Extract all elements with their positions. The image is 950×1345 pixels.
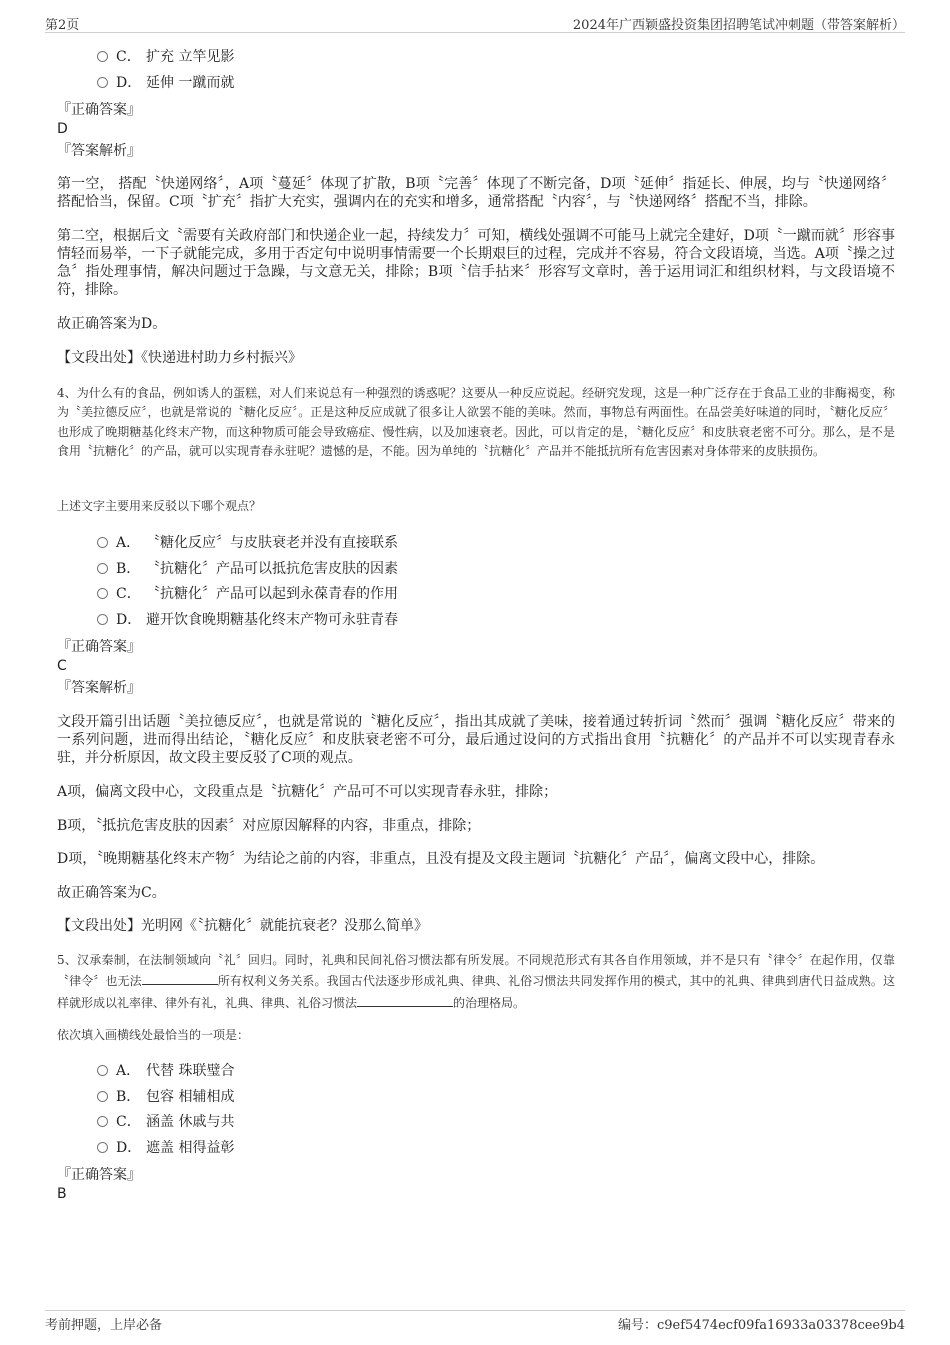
q4-conclusion: 故正确答案为C。 <box>57 885 166 901</box>
fill-blank-1[interactable] <box>142 970 218 985</box>
q4-option-b[interactable]: B． 〝抗糖化〞产品可以抵抗危害皮肤的因素 <box>97 559 398 579</box>
q4-stem: 4、为什么有的食品，例如诱人的蛋糕，对人们来说总有一种强烈的诱惑呢？这要从一种反应说起。经研究发现，这是一种广泛存在于食品工业的非酶褐变，称为〝美拉德反应〞，也就是常说的〝糖化反应〞。正是这种反应成就了很多让人欲罢不能的美味。然而，事物总有两面性。在品尝美好味道的同时，〝糖化反应〞也形成了晚期糖基化终末产物，而这种物质可能会导致癌症、慢性病，以及加速衰老。因此，可以肯定的是，〝糖化反应〞和皮肤衰老密不可分。那么，是不是食用〝抗糖化〞的产品，就可以实现青春永驻呢？遗憾的是，不能。因为单纯的〝抗糖化〞产品并不能抵抗所有危害因素对身体带来的皮肤损伤。 <box>57 386 895 458</box>
page-header <box>45 12 905 33</box>
q5-option-d[interactable]: D． 遮盖 相得益彰 <box>97 1138 234 1158</box>
radio-icon[interactable] <box>97 1091 108 1102</box>
radio-icon[interactable] <box>97 51 108 62</box>
radio-icon[interactable] <box>97 1142 108 1153</box>
q4-analysis-label: 『答案解析』 <box>57 680 141 696</box>
fill-blank-2[interactable] <box>357 992 453 1007</box>
q3-analysis-label: 『答案解析』 <box>57 143 141 159</box>
q3-analysis-paragraph: 第一空， 搭配〝快递网络〞，A项〝蔓延〞体现了扩散，B项〝完善〞体现了不断完备，D项〝延伸〞指延长、伸展，均与〝快递网络〞搭配恰当，保留。C项〝扩充〞指扩大充实，强调内在的充实和增多，通常搭配〝内容〞，与〝快递网络〞搭配不当，排除。 <box>57 176 895 210</box>
q3-conclusion: 故正确答案为D。 <box>57 316 167 332</box>
q4-option-d[interactable]: D． 避开饮食晚期糖基化终末产物可永驻青春 <box>97 610 398 630</box>
q3-analysis-paragraph: 第二空，根据后文〝需要有关政府部门和快递企业一起，持续发力〞可知，横线处强调不可能马上就完全建好，D项〝一蹴而就〞形容事情轻而易举，一下子就能完成，多用于否定句中说明事情需要一个长期艰巨的过程，完成并不容易，符合文段语境，当选。A项〝操之过急〞指处理事情，解决问题过于急躁，与文意无关，排除；B项〝信手拈来〞形容写文章时，善于运用词汇和组织材料，与文段语境不符，排除。 <box>57 228 895 298</box>
q4-option-a[interactable]: A． 〝糖化反应〞与皮肤衰老并没有直接联系 <box>97 533 398 553</box>
radio-icon[interactable] <box>97 563 108 574</box>
q3-option-d[interactable]: D． 延伸 一蹴而就 <box>97 73 234 93</box>
q5-stem: 5、汉承秦制，在法制领域向〝礼〞回归。同时，礼典和民间礼俗习惯法都有所发展。不同规范形式有其各自作用领域，并不是只有〝律令〞在起作用，仅靠〝律令〞也无法 所有权利义务关系。我国古代法逐步形成礼典、律典、礼俗习惯法共同发挥作用的模式，其中的礼典、律典到唐代日益成熟。这样就形成以礼率律、律外有礼，礼典、律典、礼俗习惯法 的治理格局。 <box>57 953 895 1010</box>
radio-icon[interactable] <box>97 1116 108 1127</box>
q4-analysis-d: D项，〝晚期糖基化终末产物〞为结论之前的内容，非重点，且没有提及文段主题词〝抗糖化〞产品〞，偏离文段中心，排除。 <box>57 851 825 867</box>
q5-prompt: 依次填入画横线处最恰当的一项是： <box>57 1028 250 1042</box>
document-code: 编号：c9ef5474ecf09fa16933a03378cee9b4 <box>617 1318 905 1333</box>
radio-icon[interactable] <box>97 588 108 599</box>
q4-answer: C <box>57 658 67 674</box>
q5-answer: B <box>57 1186 67 1202</box>
radio-icon[interactable] <box>97 1065 108 1076</box>
q4-prompt: 上述文字主要用来反驳以下哪个观点？ <box>57 499 262 513</box>
page-number: 第2页 <box>45 18 80 33</box>
q5-answer-label: 『正确答案』 <box>57 1167 141 1183</box>
q4-option-c[interactable]: C． 〝抗糖化〞产品可以起到永葆青春的作用 <box>97 584 398 604</box>
q5-option-a[interactable]: A． 代替 珠联璧合 <box>97 1061 234 1081</box>
page-footer <box>45 1310 905 1333</box>
footer-slogan: 考前押题，上岸必备 <box>45 1318 163 1333</box>
q3-option-c[interactable]: C． 扩充 立竿见影 <box>97 47 234 67</box>
q4-analysis-paragraph: 文段开篇引出话题〝美拉德反应〞，也就是常说的〝糖化反应〞，指出其成就了美味，接着通过转折词〝然而〞强调〝糖化反应〞带来的一系列问题，进而得出结论，〝糖化反应〞和皮肤衰老密不可分，最后通过设问的方式指出食用〝抗糖化〞的产品并不可以实现青春永驻，并分析原因，故文段主要反驳了C项的观点。 <box>57 714 895 766</box>
radio-icon[interactable] <box>97 614 108 625</box>
q5-option-c[interactable]: C． 涵盖 休戚与共 <box>97 1112 234 1132</box>
q3-source: 【文段出处】《快递进村助力乡村振兴》 <box>57 350 302 366</box>
q5-option-b[interactable]: B． 包容 相辅相成 <box>97 1087 234 1107</box>
q3-answer-label: 『正确答案』 <box>57 102 141 118</box>
q4-source: 【文段出处】光明网《〝抗糖化〞就能抗衰老？没那么简单》 <box>57 918 428 934</box>
q4-answer-label: 『正确答案』 <box>57 639 141 655</box>
q4-analysis-a: A项，偏离文段中心，文段重点是〝抗糖化〞产品可不可以实现青春永驻，排除； <box>57 784 558 800</box>
q4-analysis-b: B项，〝抵抗危害皮肤的因素〞对应原因解释的内容，非重点，排除； <box>57 818 481 834</box>
radio-icon[interactable] <box>97 77 108 88</box>
radio-icon[interactable] <box>97 537 108 548</box>
q3-answer: D <box>57 121 68 137</box>
document-title: 2024年广西颖盛投资集团招聘笔试冲刺题（带答案解析） <box>572 18 905 33</box>
